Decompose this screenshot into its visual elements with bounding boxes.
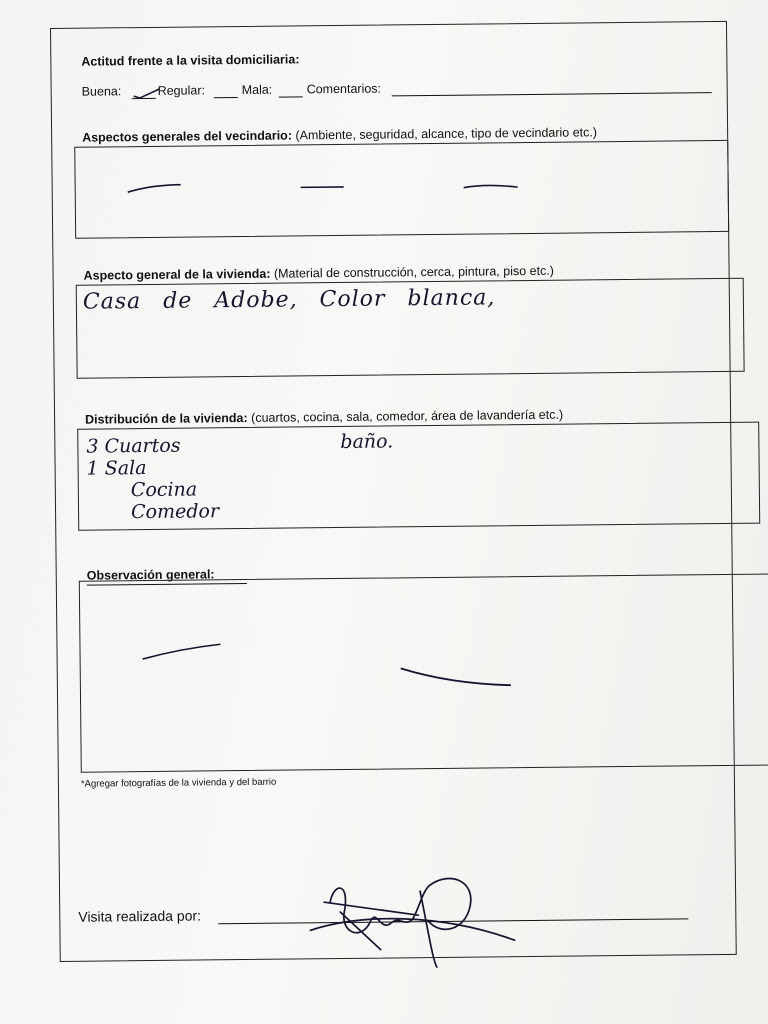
attitude-comments-line[interactable] — [392, 92, 712, 96]
distribution-line-4: Comedor — [130, 500, 220, 524]
attitude-regular-line[interactable] — [214, 97, 238, 98]
footnote: *Agregar fotografías de la vivienda y del barrio — [80, 776, 277, 790]
neighborhood-hint: (Ambiente, seguridad, alcance, tipo de vecindario etc.) — [295, 125, 598, 143]
distribution-box[interactable] — [77, 422, 760, 531]
attitude-good-label: Buena: — [81, 84, 122, 99]
strike-marks — [80, 574, 768, 771]
attitude-regular-label: Regular: — [157, 83, 205, 98]
housing-box[interactable] — [76, 278, 745, 379]
attitude-title: Actitud frente a la visita domiciliaria: — [81, 52, 300, 69]
housing-hint: (Material de construcción, cerca, pintura, piso etc.) — [273, 263, 554, 281]
observation-title: Observación general: — [86, 567, 215, 583]
signature-label: Visita realizada por: — [78, 907, 202, 925]
attitude-bad-label: Mala: — [241, 82, 273, 97]
neighborhood-box[interactable] — [74, 140, 729, 239]
form-frame — [50, 21, 737, 962]
attitude-bad-line[interactable] — [279, 96, 303, 97]
distribution-line-2: 1 Sala — [86, 457, 147, 480]
neighborhood-title: Aspectos generales del vecindario: (Ambiente, seguridad, alcance, tipo de vecindario etc.) — [82, 125, 598, 145]
distribution-title: Distribución de la vivienda: (cuartos, cocina, sala, comedor, área de lavandería etc.) — [85, 407, 564, 427]
distribution-line-3: Cocina — [130, 478, 198, 502]
distribution-hint: (cuartos, cocina, sala, comedor, área de lavandería etc.) — [251, 407, 564, 425]
observation-box[interactable] — [79, 573, 768, 772]
distribution-extra: baño. — [340, 430, 394, 453]
attitude-comments-label: Comentarios: — [306, 81, 382, 97]
housing-answer: Casa de Adobe, Color blanca, — [82, 285, 496, 315]
strike-marks — [75, 141, 728, 238]
housing-title: Aspecto general de la vivienda: (Material de construcción, cerca, pintura, piso etc.) — [83, 263, 554, 283]
distribution-line-1: 3 Cuartos — [86, 434, 181, 458]
signature-drawing — [300, 860, 551, 973]
